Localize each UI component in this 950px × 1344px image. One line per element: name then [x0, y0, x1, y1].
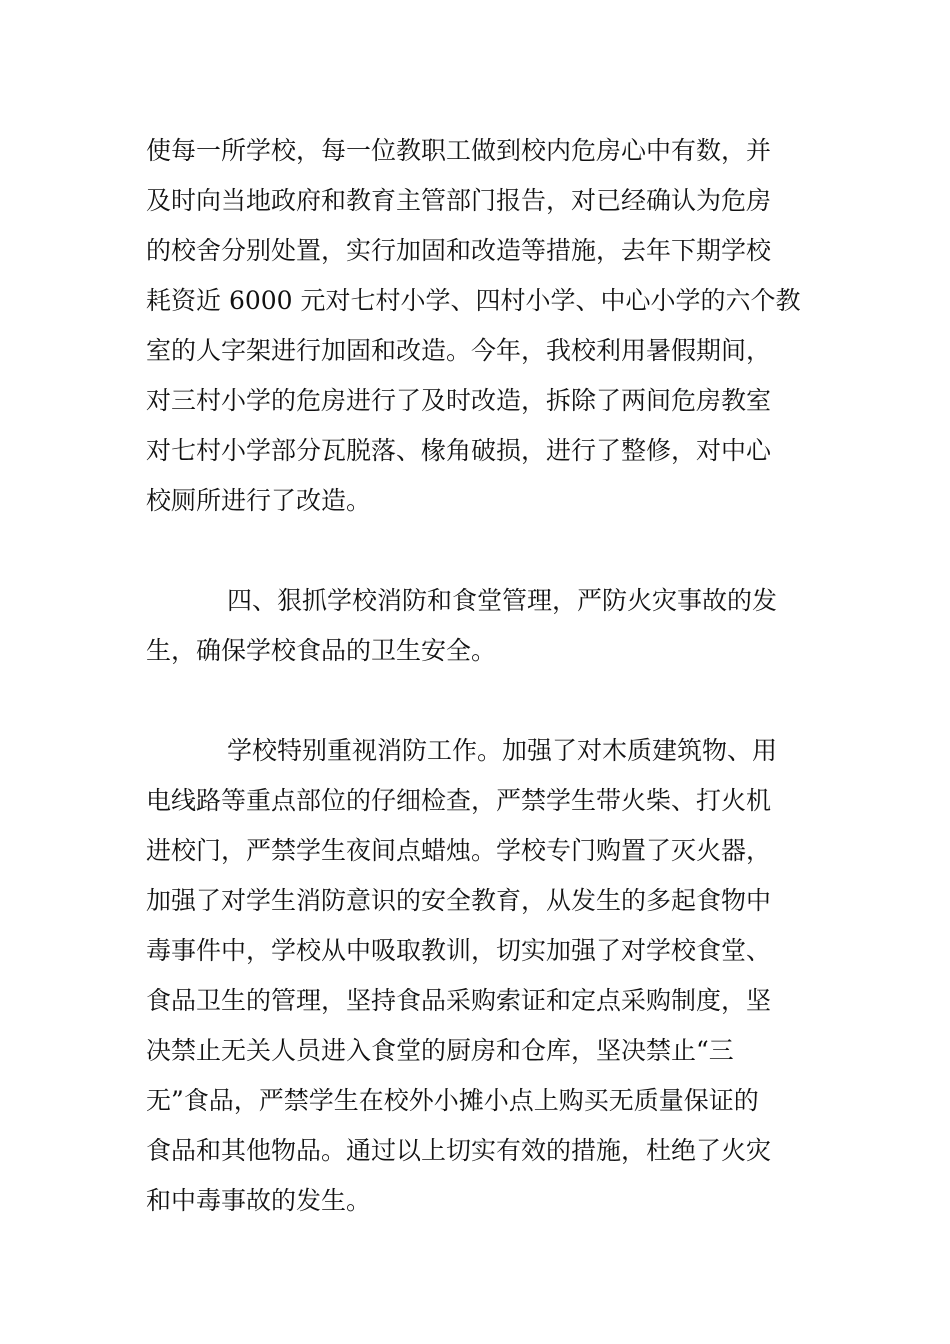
- paragraph-1-line-7: 对七村小学部分瓦脱落、椽角破损，进行了整修，对中心: [146, 436, 772, 465]
- paragraph-1-line-8: 校厕所进行了改造。: [146, 486, 372, 515]
- paragraph-3-line-7: 决禁止无关人员进入食堂的厨房和仓库，坚决禁止“三: [146, 1036, 734, 1065]
- paragraph-1-line-1: 使每一所学校，每一位教职工做到校内危房心中有数，并: [146, 136, 772, 165]
- paragraph-3-line-10: 和中毒事故的发生。: [146, 1186, 372, 1215]
- paragraph-1-line-5: 室的人字架进行加固和改造。今年，我校利用暑假期间，: [146, 336, 772, 365]
- paragraph-3-line-3: 进校门，严禁学生夜间点蜡烛。学校专门购置了灭火器，: [146, 836, 772, 865]
- paragraph-3-line-6: 食品卫生的管理，坚持食品采购索证和定点采购制度，坚: [146, 986, 772, 1015]
- paragraph-1-line-4: 耗资近 6000 元对七村小学、四村小学、中心小学的六个教: [146, 286, 801, 315]
- section-heading-line-1: 四、狠抓学校消防和食堂管理，严防火灾事故的发: [227, 586, 778, 615]
- paragraph-1-line-6: 对三村小学的危房进行了及时改造，拆除了两间危房教室: [146, 386, 772, 415]
- paragraph-3-line-1: 学校特别重视消防工作。加强了对木质建筑物、用: [227, 736, 778, 765]
- paragraph-3-line-5: 毒事件中，学校从中吸取教训，切实加强了对学校食堂、: [146, 936, 772, 965]
- section-heading-line-2: 生，确保学校食品的卫生安全。: [146, 636, 497, 665]
- paragraph-3-line-8: 无”食品，严禁学生在校外小摊小点上购买无质量保证的: [146, 1086, 759, 1115]
- paragraph-3-line-4: 加强了对学生消防意识的安全教育，从发生的多起食物中: [146, 886, 772, 915]
- paragraph-1-line-2: 及时向当地政府和教育主管部门报告，对已经确认为危房: [146, 186, 772, 215]
- paragraph-1-line-3: 的校舍分别处置，实行加固和改造等措施，去年下期学校: [146, 236, 772, 265]
- paragraph-3-line-9: 食品和其他物品。通过以上切实有效的措施，杜绝了火灾: [146, 1136, 772, 1165]
- paragraph-3-line-2: 电线路等重点部位的仔细检查，严禁学生带火柴、打火机: [146, 786, 772, 815]
